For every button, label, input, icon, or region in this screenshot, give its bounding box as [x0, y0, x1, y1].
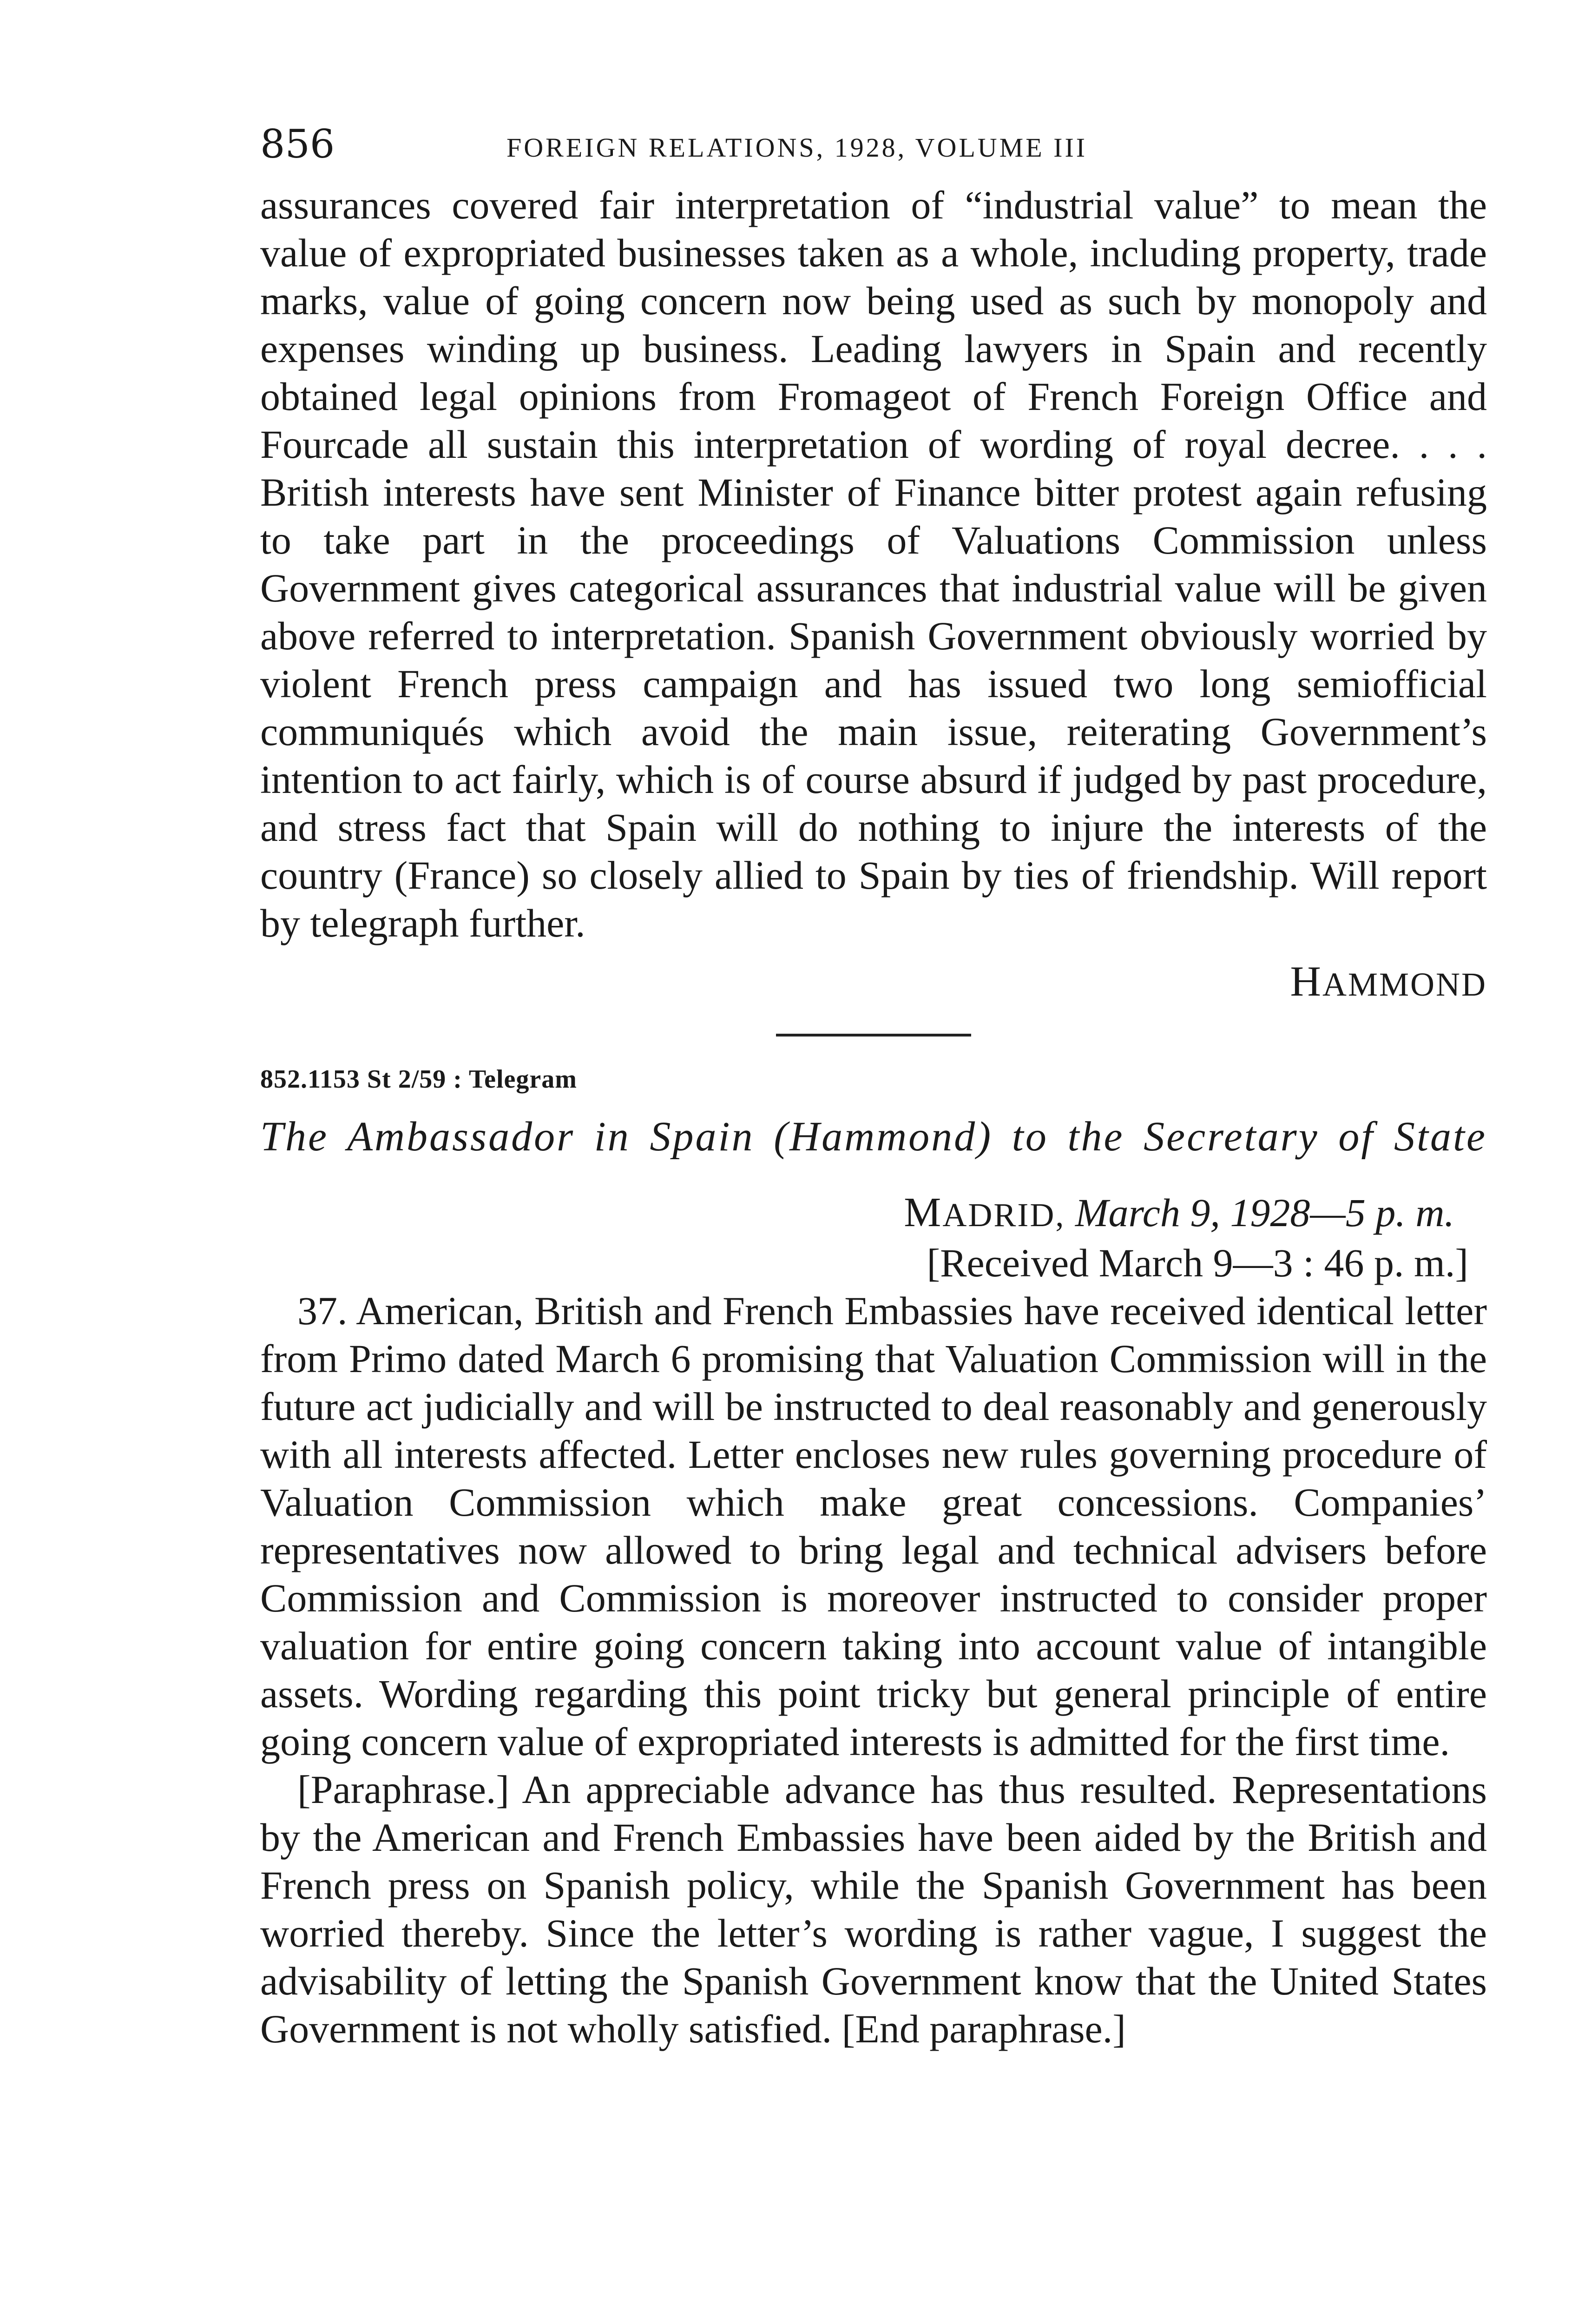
section-divider: [776, 1034, 971, 1037]
telegram-body: [260, 1287, 1487, 2053]
received-note: [Received March 9—3 : 46 p. m.]: [927, 1241, 1468, 1285]
signature-initial: H: [1290, 957, 1322, 1005]
dateline-date: March 9, 1928—5 p. m.: [1075, 1190, 1454, 1235]
document-page: [260, 121, 1487, 2053]
running-head: [260, 121, 1487, 181]
signature-rest: AMMOND: [1322, 966, 1487, 1003]
document-heading: The Ambassador in Spain (Hammond) to the Secretary of State: [260, 1114, 1487, 1160]
continued-text-block: [260, 181, 1487, 947]
page-number: 856: [260, 121, 335, 167]
dateline-place-rest: ADRID,: [942, 1196, 1065, 1234]
dateline-place: [904, 1189, 1065, 1235]
dateline: [260, 1188, 1454, 1239]
telegram-paragraph-2: [Paraphrase.] An appreciable advance has thus resulted. Representations by the American and French Embassies have been aided by the British and French press on Spanish policy, while the Spanish Government has been worried thereby. Since the letter’s wording is rather vague, I suggest the advisability of letting the Spanish Government know that the United States Government is not wholly satisfied. [End paraphrase.]: [260, 1767, 1487, 2051]
running-title: FOREIGN RELATIONS, 1928, VOLUME III: [506, 132, 1088, 163]
file-reference: 852.1153 St 2/59 : Telegram: [260, 1065, 577, 1094]
signature-hammond-1: [260, 957, 1487, 1006]
dateline-place-initial: M: [904, 1189, 943, 1235]
continued-paragraph: assurances covered fair interpretation of “industrial value” to mean the value of expropriated businesses taken as a whole, including property, trade marks, value of going concern now being used as such by monopoly and expenses winding up business. Leading lawyers in Spain and recently obtained legal opinions from Fromageot of French Foreign Office and Fourcade all sustain this interpretation of wording of royal decree. . . . British interests have sent Minister of Finance bitter protest again refusing to take part in the proceedings of Valuations Commission unless Government gives categorical assurances that industrial value will be given above referred to interpretation. Spanish Government obviously worried by violent French press campaign and has issued two long semiofficial communiqués which avoid the main issue, reiterating Government’s intention to act fairly, which is of course absurd if judged by past procedure, and stress fact that Spain will do nothing to injure the interests of the country (France) so closely allied to Spain by ties of friendship. Will report by telegraph further.: [260, 183, 1487, 945]
telegram-paragraph-1: 37. American, British and French Embassies have received identical letter from Primo dated March 6 promising that Valuation Commission will in the future act judicially and will be instructed to deal reasonably and generously with all interests affected. Letter encloses new rules governing procedure of Valuation Commission which make great concessions. Companies’ representatives now allowed to bring legal and technical advisers before Commission and Commission is moreover instructed to consider proper valuation for entire going concern taking into account value of intangible assets. Wording regarding this point tricky but general principle of entire going concern value of expropriated interests is admitted for the first time.: [260, 1288, 1487, 1764]
